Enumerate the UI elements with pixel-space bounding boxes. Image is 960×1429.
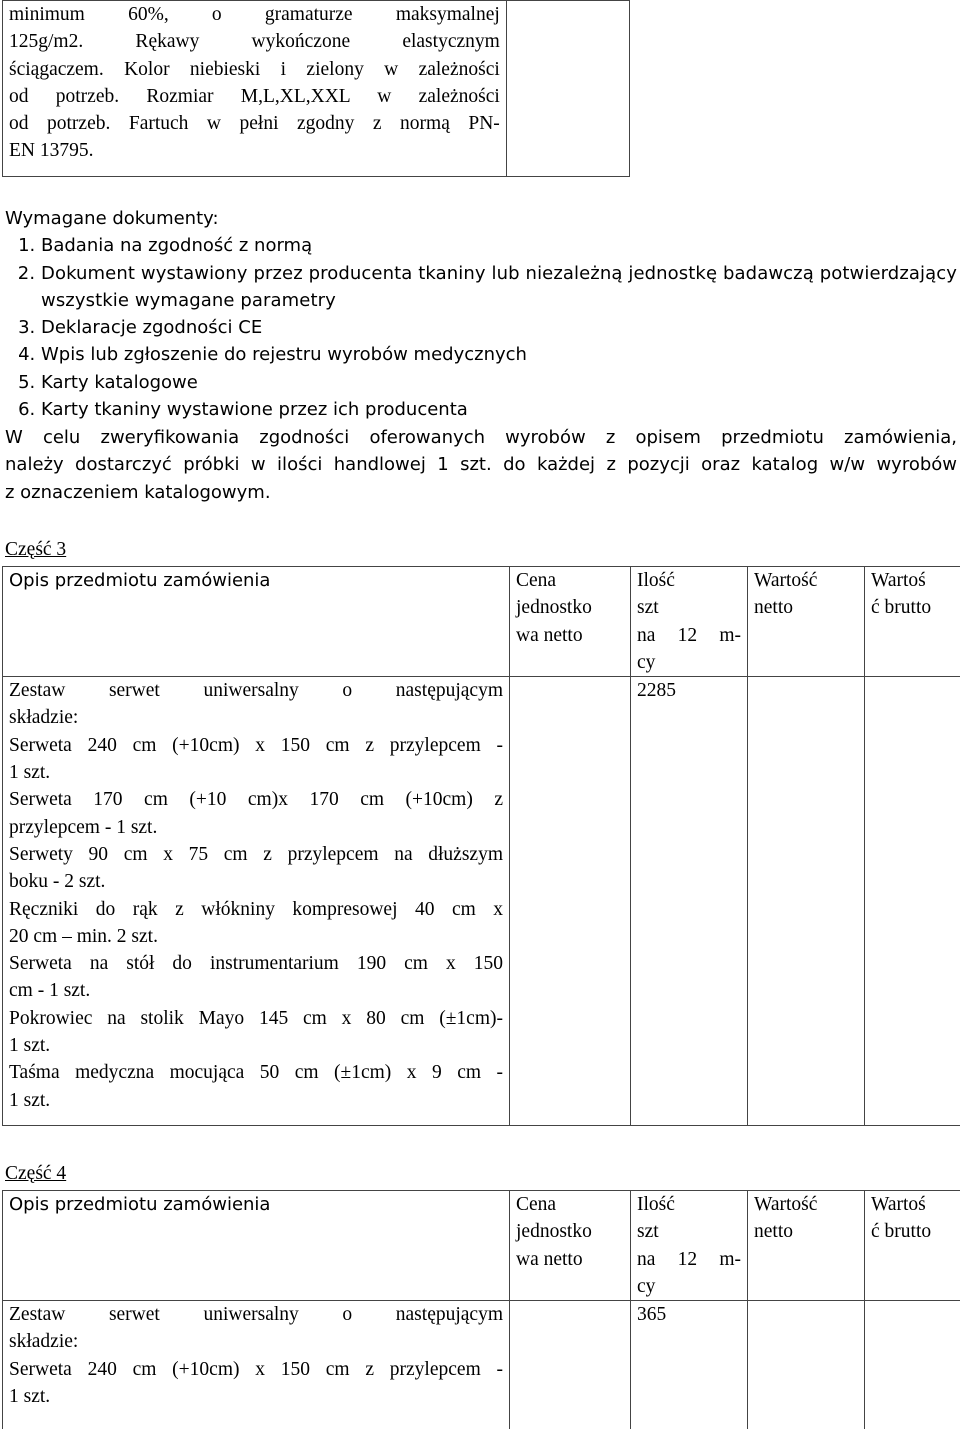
part3-gross-value [865, 677, 960, 1126]
spec-line: EN 13795. [9, 140, 94, 162]
desc-line: 1 szt. [9, 1035, 51, 1057]
spec-line: ściągaczem. Kolor niebieski i zielony w zależności [9, 58, 500, 80]
part3-quantity: 2285 [631, 677, 748, 1126]
part4-item-row [3, 1301, 960, 1429]
desc-line: przylepcem - 1 szt. [9, 816, 158, 838]
header-gross-value [865, 1191, 960, 1301]
part4-title: Część 4 [5, 1163, 67, 1184]
part4-description [3, 1301, 510, 1429]
desc-line: składzie: [9, 707, 79, 729]
header-line: Wartoś [871, 1194, 926, 1215]
note-line: z oznaczeniem katalogowym. [5, 481, 271, 503]
desc-line: Zestaw serwet uniwersalny o następującym [9, 680, 503, 702]
header-line: Wartość [754, 1194, 818, 1215]
spec-line: od potrzeb. Fartuch w pełni zgodny z normą PN- [9, 113, 500, 135]
header-line: Ilość [637, 570, 675, 591]
desc-line: 20 cm – min. 2 szt. [9, 925, 158, 947]
header-line: Cena [516, 570, 557, 591]
desc-line: Zestaw serwet uniwersalny o następującym [9, 1304, 503, 1326]
part3-net-value [748, 677, 865, 1126]
header-line: Cena [516, 1194, 557, 1215]
header-line: netto [754, 597, 793, 619]
header-line: Wartość [754, 570, 818, 591]
header-line: wa netto [516, 624, 583, 646]
header-line: szt [637, 597, 659, 619]
top-empty-cell [506, 1, 629, 177]
part4-quantity: 365 [631, 1301, 748, 1429]
documents-item: 5. Karty katalogowe [41, 369, 957, 396]
spec-line: minimum 60%, o gramaturze maksymalnej [9, 4, 500, 25]
header-line: jednostko [516, 1221, 592, 1243]
desc-line: 1 szt. [9, 1386, 51, 1408]
header-line: cy [637, 651, 656, 673]
desc-line: 1 szt. [9, 762, 51, 784]
header-line: ć brutto [871, 597, 932, 619]
note-line: należy dostarczyć próbki w ilości handlowej 1 szt. do każdej z pozycji oraz katalog w/w wyrobów [5, 454, 957, 476]
part3-table [2, 566, 960, 1126]
desc-line: Serweta 240 cm (+10cm) x 150 cm z przylepcem - [9, 734, 503, 756]
documents-heading: Wymagane dokumenty: [5, 208, 219, 229]
header-gross-value [865, 567, 960, 677]
header-quantity [631, 1191, 748, 1301]
desc-line: Pokrowiec na stolik Mayo 145 cm x 80 cm (±1cm)- [9, 1007, 503, 1029]
header-line: cy [637, 1275, 656, 1297]
spec-line: 125g/m2. Rękawy wykończone elastycznym [9, 31, 500, 53]
header-line: netto [754, 1221, 793, 1243]
desc-line: 1 szt. [9, 1089, 51, 1111]
header-line: Ilość [637, 1194, 675, 1215]
header-line: ć brutto [871, 1221, 932, 1243]
required-documents [5, 205, 957, 423]
desc-line: cm - 1 szt. [9, 980, 91, 1002]
desc-line: Serwety 90 cm x 75 cm z przylepcem na dłuższym [9, 843, 503, 865]
part4-header-row [3, 1191, 960, 1301]
header-unit-price [510, 567, 631, 677]
part3-description [3, 677, 510, 1126]
part3-item-row [3, 677, 960, 1126]
part4-net-value [748, 1301, 865, 1429]
part3-unit-price [510, 677, 631, 1126]
documents-item: 3. Deklaracje zgodności CE [41, 314, 957, 341]
header-line: Wartoś [871, 570, 926, 591]
header-net-value [748, 567, 865, 677]
part4-gross-value [865, 1301, 960, 1429]
documents-item: 4. Wpis lub zgłoszenie do rejestru wyrobów medycznych [41, 341, 957, 368]
desc-line: Serweta na stół do instrumentarium 190 cm x 150 [9, 953, 503, 975]
desc-line: Serweta 240 cm (+10cm) x 150 cm z przylepcem - [9, 1358, 503, 1380]
note-line: W celu zweryfikowania zgodności oferowanych wyrobów z opisem przedmiotu zamówienia, [5, 427, 957, 448]
header-line: szt [637, 1221, 659, 1243]
top-spec-table [2, 0, 630, 177]
documents-item: 6. Karty tkaniny wystawione przez ich producenta [41, 396, 957, 423]
header-net-value [748, 1191, 865, 1301]
top-spec-cell [3, 1, 507, 177]
documents-list [5, 232, 957, 423]
header-unit-price [510, 1191, 631, 1301]
spec-line: od potrzeb. Rozmiar M,L,XL,XXL w zależności [9, 85, 500, 107]
header-quantity [631, 567, 748, 677]
header-line: jednostko [516, 597, 592, 619]
desc-line: składzie: [9, 1331, 79, 1353]
desc-line: Ręczniki do rąk z włókniny kompresowej 40 cm x [9, 898, 503, 920]
desc-line: boku - 2 szt. [9, 871, 106, 893]
header-description: Opis przedmiotu zamówienia [3, 567, 510, 677]
documents-item: 2. Dokument wystawiony przez producenta tkaniny lub niezależną jednostkę badawczą potwierdzający wszystkie wymagane parametry [41, 260, 957, 315]
header-line: wa netto [516, 1248, 583, 1270]
desc-line: Serweta 170 cm (+10 cm)x 170 cm (+10cm) z [9, 789, 503, 811]
part3-title: Część 3 [5, 539, 67, 560]
part4-table [2, 1190, 960, 1429]
samples-note [5, 424, 957, 506]
part4-unit-price [510, 1301, 631, 1429]
header-description: Opis przedmiotu zamówienia [3, 1191, 510, 1301]
documents-item: 1. Badania na zgodność z normą [41, 232, 957, 259]
desc-line: Taśma medyczna mocująca 50 cm (±1cm) x 9 cm - [9, 1062, 503, 1084]
part3-header-row [3, 567, 960, 677]
header-line: na 12 m- [637, 624, 741, 646]
header-line: na 12 m- [637, 1248, 741, 1270]
